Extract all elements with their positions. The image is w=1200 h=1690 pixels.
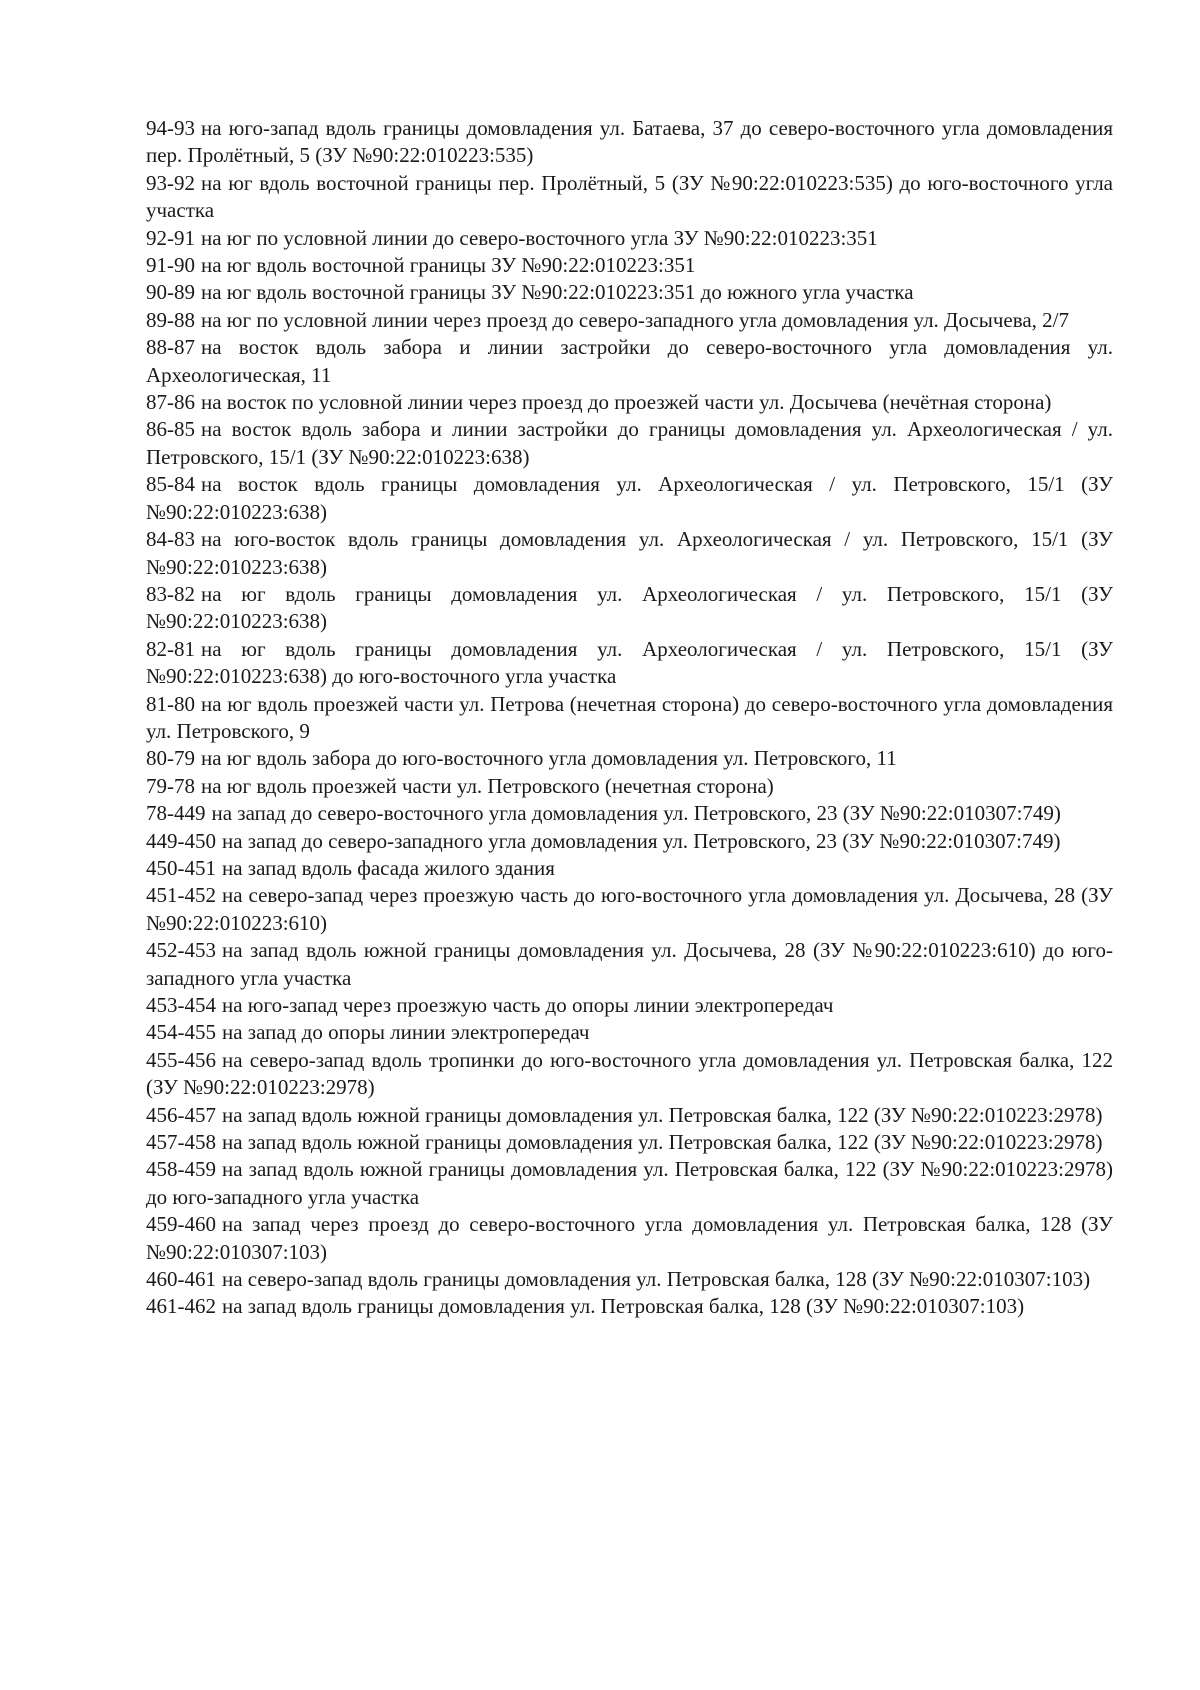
segment-description: на запад через проезд до северо-восточного угла домовладения ул. Петровская балка, 128 (ЗУ №90:22:010307:103) (146, 1212, 1113, 1264)
segment-description: на восток по условной линии через проезд до проезжей части ул. Досычева (нечётная сторона) (201, 390, 1052, 415)
segment-number: 83-82 (146, 581, 195, 606)
segment-number: 90-89 (146, 280, 195, 305)
boundary-entry (146, 252, 1113, 279)
boundary-entry (146, 416, 1113, 471)
segment-number: 453-454 (146, 993, 216, 1017)
boundary-entry (146, 170, 1113, 225)
segment-number: 78-449 (146, 801, 206, 826)
segment-number: 450-451 (146, 855, 216, 880)
segment-description: на юг вдоль восточной границы ЗУ №90:22:010223:351 (201, 253, 696, 278)
segment-description: на юг по условной линии через проезд до северо-западного угла домовладения ул. Досычева, 2/7 (201, 307, 1070, 332)
segment-number: 88-87 (146, 335, 195, 360)
segment-description: на юг вдоль восточной границы ЗУ №90:22:010223:351 до южного угла участка (201, 280, 914, 305)
segment-number: 458-459 (146, 1157, 216, 1182)
boundary-entry (146, 307, 1113, 334)
boundary-entry (146, 115, 1113, 170)
segment-description: на восток вдоль границы домовладения ул. Археологическая / ул. Петровского, 15/1 (ЗУ №90:22:010223:638) (146, 472, 1113, 524)
segment-number: 451-452 (146, 883, 216, 908)
segment-number: 80-79 (146, 746, 195, 771)
segment-description: на запад до опоры линии электропередач (222, 1020, 590, 1045)
segment-number: 82-81 (146, 636, 195, 661)
segment-description: на запад вдоль южной границы домовладения ул. Петровская балка, 122 (ЗУ №90:22:010223:2978) (222, 1102, 1103, 1127)
segment-number: 460-461 (146, 1267, 216, 1292)
boundary-entry (146, 471, 1113, 526)
boundary-entry (146, 1019, 1113, 1046)
boundary-entry (146, 828, 1113, 855)
segment-description: на запад вдоль южной границы домовладения ул. Досычева, 28 (ЗУ №90:22:010223:610) до юго-западного угла участка (146, 938, 1113, 990)
boundary-entry (146, 800, 1113, 827)
boundary-entry (146, 855, 1113, 882)
boundary-entry (146, 1266, 1113, 1293)
boundary-entry (146, 581, 1113, 636)
segment-number: 87-86 (146, 390, 195, 415)
boundary-entry (146, 992, 1113, 1019)
segment-number: 455-456 (146, 1047, 216, 1072)
boundary-entry (146, 691, 1113, 746)
segment-description: на восток вдоль забора и линии застройки до северо-восточного угла домовладения ул. Археологическая, 11 (146, 335, 1113, 387)
segment-description: на запад вдоль южной границы домовладения ул. Петровская балка, 122 (ЗУ №90:22:010223:2978) (222, 1130, 1103, 1155)
segment-number: 92-91 (146, 225, 195, 250)
segment-description: на северо-запад вдоль границы домовладения ул. Петровская балка, 128 (ЗУ №90:22:010307:103) (222, 1267, 1091, 1292)
segment-description: на запад вдоль границы домовладения ул. Петровская балка, 128 (ЗУ №90:22:010307:103) (222, 1294, 1025, 1319)
segment-description: на юго-восток вдоль границы домовладения ул. Археологическая / ул. Петровского, 15/1 (ЗУ №90:22:010223:638) (146, 527, 1113, 579)
segment-number: 89-88 (146, 307, 195, 332)
boundary-entry (146, 773, 1113, 800)
segment-number: 457-458 (146, 1130, 216, 1155)
boundary-entry (146, 389, 1113, 416)
boundary-entry (146, 526, 1113, 581)
segment-description: на юг вдоль восточной границы пер. Пролётный, 5 (ЗУ №90:22:010223:535) до юго-восточного угла участка (146, 170, 1113, 223)
segment-description: на юг вдоль границы домовладения ул. Археологическая / ул. Петровского, 15/1 (ЗУ №90:22:010223:638) до юго-восточного угла участка (146, 636, 1113, 689)
segment-description: на юг вдоль проезжей части ул. Петровского (нечетная сторона) (201, 773, 774, 798)
segment-description: на юг вдоль проезжей части ул. Петрова (нечетная сторона) до северо-восточного угла домовладения ул. Петровского, 9 (146, 691, 1113, 743)
segment-number: 85-84 (146, 472, 195, 497)
boundary-entry (146, 1293, 1113, 1320)
boundary-entry (146, 279, 1113, 306)
segment-number: 81-80 (146, 691, 195, 716)
boundary-entry (146, 225, 1113, 252)
segment-number: 454-455 (146, 1020, 216, 1045)
segment-description: на восток вдоль забора и линии застройки до границы домовладения ул. Археологическая / ул. Петровского, 15/1 (ЗУ №90:22:010223:638) (146, 417, 1113, 469)
boundary-entry (146, 937, 1113, 992)
segment-description: на запад вдоль южной границы домовладения ул. Петровская балка, 122 (ЗУ №90:22:010223:2978) до юго-западного угла участка (146, 1157, 1113, 1209)
boundary-entry (146, 745, 1113, 772)
segment-description: на запад вдоль фасада жилого здания (222, 855, 555, 880)
document-page (146, 115, 1113, 1321)
boundary-entry (146, 1047, 1113, 1102)
segment-description: на северо-запад вдоль тропинки до юго-восточного угла домовладения ул. Петровская балка, 122 (ЗУ №90:22:010223:2978) (146, 1047, 1113, 1100)
segment-number: 93-92 (146, 170, 195, 195)
segment-number: 84-83 (146, 527, 195, 552)
boundary-entry (146, 882, 1113, 937)
boundary-entry (146, 1156, 1113, 1211)
segment-description: на юг вдоль границы домовладения ул. Археологическая / ул. Петровского, 15/1 (ЗУ №90:22:010223:638) (146, 581, 1113, 634)
segment-number: 94-93 (146, 116, 195, 140)
boundary-entry (146, 1129, 1113, 1156)
segment-number: 91-90 (146, 253, 195, 278)
segment-description: на юго-запад через проезжую часть до опоры линии электропередач (222, 993, 834, 1017)
segment-description: на юго-запад вдоль границы домовладения ул. Батаева, 37 до северо-восточного угла домовладения пер. Пролётный, 5 (ЗУ №90:22:010223:535) (146, 116, 1113, 168)
boundary-entry (146, 636, 1113, 691)
segment-number: 456-457 (146, 1102, 216, 1127)
segment-number: 86-85 (146, 417, 195, 442)
segment-number: 79-78 (146, 773, 195, 798)
segment-description: на запад до северо-восточного угла домовладения ул. Петровского, 23 (ЗУ №90:22:010307:749) (211, 801, 1061, 826)
segment-description: на северо-запад через проезжую часть до юго-восточного угла домовладения ул. Досычева, 28 (ЗУ №90:22:010223:610) (146, 883, 1113, 935)
segment-description: на юг вдоль забора до юго-восточного угла домовладения ул. Петровского, 11 (201, 746, 897, 771)
boundary-entry (146, 1211, 1113, 1266)
segment-number: 459-460 (146, 1212, 216, 1237)
boundary-entry (146, 334, 1113, 389)
segment-number: 449-450 (146, 828, 216, 853)
segment-number: 461-462 (146, 1294, 216, 1319)
segment-description: на запад до северо-западного угла домовладения ул. Петровского, 23 (ЗУ №90:22:010307:749) (222, 828, 1061, 853)
segment-description: на юг по условной линии до северо-восточного угла ЗУ №90:22:010223:351 (201, 225, 878, 250)
segment-number: 452-453 (146, 938, 216, 963)
boundary-entry (146, 1102, 1113, 1129)
